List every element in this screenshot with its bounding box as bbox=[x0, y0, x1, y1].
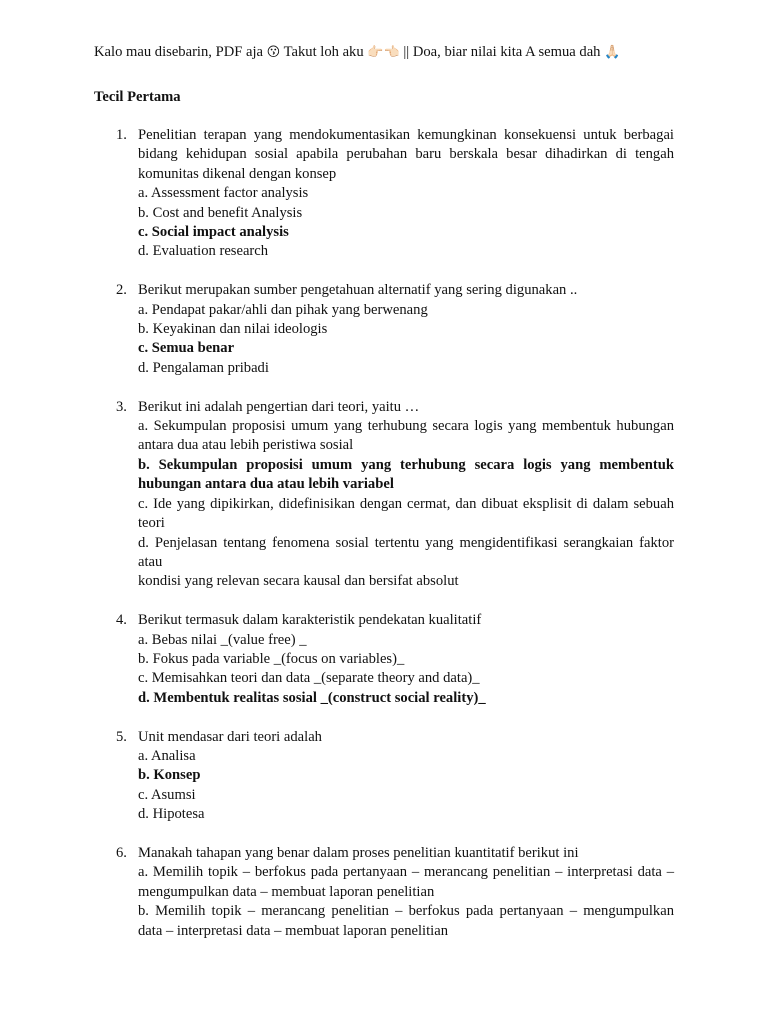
question-text: Unit mendasar dari teori adalah bbox=[138, 728, 322, 745]
intro-text-3: || Doa, biar nilai kita A semua dah bbox=[399, 44, 605, 60]
question-item bbox=[0, 844, 674, 941]
pointing-fingers-emoji: 👉🏻👈🏻 bbox=[367, 45, 400, 60]
question-list bbox=[0, 126, 768, 960]
folded-hands-emoji: 🙏🏻 bbox=[604, 45, 621, 60]
answer-option: d. Penjelasan tentang fenomena sosial tertentu yang mengidentifikasi serangkaian faktor atau bbox=[138, 534, 674, 570]
answer-option-correct: b. Konsep bbox=[138, 767, 201, 784]
question-item bbox=[0, 281, 674, 378]
answer-option: a. Analisa bbox=[138, 747, 196, 764]
answer-option: a. Bebas nilai _(value free) _ bbox=[138, 631, 307, 648]
question-number: 1. bbox=[116, 127, 127, 143]
answer-option: d. Evaluation research bbox=[138, 243, 269, 260]
question-text: Manakah tahapan yang benar dalam proses penelitian kuantitatif berikut ini bbox=[138, 844, 579, 861]
question-item bbox=[0, 126, 674, 262]
intro-text-2: Takut loh aku bbox=[280, 44, 368, 60]
answer-option-correct: d. Membentuk realitas sosial _(construct social reality)_ bbox=[138, 689, 486, 706]
question-number: 2. bbox=[116, 282, 127, 299]
question-text: Penelitian terapan yang mendokumentasikan kemungkinan konsekuensi untuk berbagai bidang kehidupan sosial apabila perubahan baru berskala besar dihadirkan di tengah komunitas dikenal dengan konsep bbox=[138, 127, 674, 182]
answer-option: b. Memilih topik – merancang penelitian – berfokus pada pertanyaan – mengumpulkan data – interpretasi data – membuat laporan penelitian bbox=[138, 903, 674, 939]
question-text: Berikut merupakan sumber pengetahuan alternatif yang sering digunakan .. bbox=[138, 282, 578, 299]
answer-option: b. Keyakinan dan nilai ideologis bbox=[138, 321, 328, 338]
answer-option-correct: b. Sekumpulan proposisi umum yang terhubung secara logis yang membentuk hubungan antara dua atau lebih variabel bbox=[138, 456, 674, 493]
answer-option-correct: c. Social impact analysis bbox=[138, 224, 289, 241]
question-number: 5. bbox=[116, 728, 127, 745]
answer-option: a. Assessment factor analysis bbox=[138, 185, 309, 202]
answer-option: d. Pengalaman pribadi bbox=[138, 359, 269, 376]
intro-text-1: Kalo mau disebarin, PDF aja bbox=[94, 44, 267, 60]
answer-option-correct: c. Semua benar bbox=[138, 340, 235, 357]
question-item bbox=[0, 611, 674, 708]
answer-option: a. Pendapat pakar/ahli dan pihak yang berwenang bbox=[138, 301, 428, 318]
question-number: 6. bbox=[116, 844, 127, 861]
answer-option: b. Cost and benefit Analysis bbox=[138, 204, 303, 221]
answer-option: b. Fokus pada variable _(focus on variables)_ bbox=[138, 650, 405, 667]
section-title: Tecil Pertama bbox=[94, 89, 181, 105]
question-number: 4. bbox=[116, 612, 127, 629]
whistling-face-emoji: 😗 bbox=[266, 45, 281, 60]
intro-line bbox=[94, 43, 694, 62]
question-text: Berikut ini adalah pengertian dari teori, yaitu … bbox=[138, 398, 420, 415]
answer-option: c. Memisahkan teori dan data _(separate theory and data)_ bbox=[138, 670, 480, 687]
answer-option: d. Hipotesa bbox=[138, 806, 205, 823]
answer-option: c. Ide yang dipikirkan, didefinisikan dengan cermat, dan dibuat eksplisit di dalam sebuah teori bbox=[138, 495, 674, 532]
answer-option: kondisi yang relevan secara kausal dan bersifat absolut bbox=[138, 573, 459, 590]
answer-option: a. Sekumpulan proposisi umum yang terhubung secara logis yang membentuk hubungan antara dua atau lebih peristiwa sosial bbox=[138, 418, 674, 454]
question-item bbox=[0, 728, 674, 825]
question-text: Berikut termasuk dalam karakteristik pendekatan kualitatif bbox=[138, 612, 482, 629]
answer-option: c. Asumsi bbox=[138, 786, 196, 803]
answer-option: a. Memilih topik – berfokus pada pertanyaan – merancang penelitian – interpretasi data – mengumpulkan data – membuat laporan penelitian bbox=[138, 864, 674, 900]
question-item bbox=[0, 398, 674, 592]
question-number: 3. bbox=[116, 398, 127, 415]
